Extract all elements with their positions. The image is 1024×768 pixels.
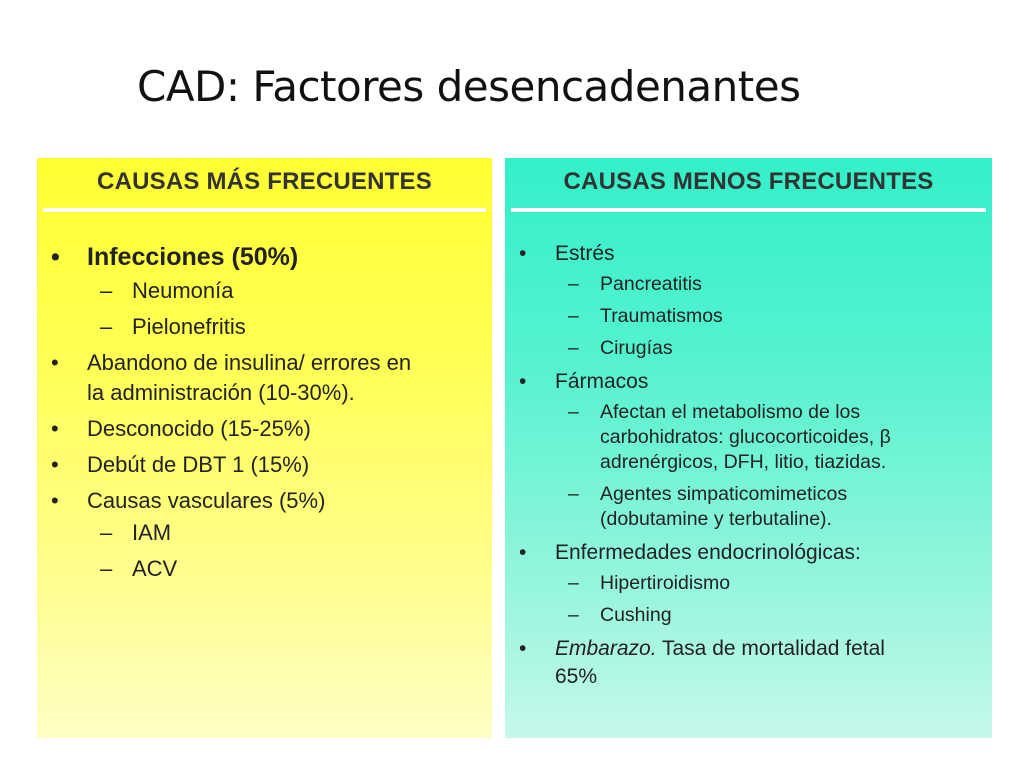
list-item-text-line1: Abandono de insulina/ errores en (87, 350, 412, 375)
list-item-text: Causas vasculares (5%) (87, 488, 326, 513)
sub-item-traumatismos (555, 304, 982, 329)
list-item-text: Debút de DBT 1 (15%) (87, 452, 310, 477)
list-item-estres (515, 240, 982, 361)
sub-item-agentes-simpaticomimeticos (555, 482, 982, 532)
sub-item-iam (87, 518, 482, 548)
list-item-infecciones (47, 240, 482, 342)
list-item-text-line2: 65% (555, 665, 598, 688)
bullet-icon: • (51, 416, 59, 441)
dash-icon: – (568, 337, 579, 359)
dash-icon: – (100, 314, 113, 339)
sub-item-pancreatitis (555, 272, 982, 297)
sub-item-text: Pancreatitis (600, 273, 702, 295)
list-item-debut-dbt1 (47, 450, 482, 480)
sub-item-pielonefritis (87, 312, 482, 342)
list-item-text: Enfermedades endocrinológicas: (555, 541, 861, 564)
bullet-icon: • (519, 541, 527, 564)
less-frequent-causes-header: CAUSAS MENOS FRECUENTES (563, 168, 934, 195)
sub-item-cirugias (555, 336, 982, 361)
list-item-text: Infecciones (50%) (87, 243, 299, 271)
frequent-causes-header: CAUSAS MÁS FRECUENTES (97, 168, 432, 195)
list-item-text-line2: la administración (10-30%). (87, 380, 355, 405)
list-item-causas-vasculares (47, 486, 482, 584)
header-divider (511, 208, 986, 212)
less-frequent-causes-panel (505, 158, 992, 738)
less-frequent-causes-list (515, 240, 982, 697)
sub-item-cushing (555, 603, 982, 628)
sub-item-text: Hipertiroidismo (600, 572, 731, 594)
sub-item-text: ACV (132, 556, 178, 581)
header-divider (43, 208, 486, 212)
list-item-text: Fármacos (555, 370, 649, 393)
sub-item-text: Cirugías (600, 337, 673, 359)
frequent-causes-list (47, 240, 482, 590)
list-item-embarazo (515, 635, 982, 691)
list-item-desconocido (47, 414, 482, 444)
list-item-italic-text: Embarazo. (555, 637, 657, 660)
dash-icon: – (568, 401, 579, 423)
sub-item-text-line1: Agentes simpaticomimeticos (600, 483, 848, 505)
frequent-causes-panel (37, 158, 492, 738)
dash-icon: – (568, 305, 579, 327)
dash-icon: – (568, 604, 579, 626)
list-item-enfermedades-endocrinologicas (515, 539, 982, 628)
bullet-icon: • (519, 370, 527, 393)
dash-icon: – (100, 556, 113, 581)
sub-item-acv (87, 554, 482, 584)
list-item-abandono-insulina (47, 348, 482, 408)
sub-item-text: Cushing (600, 604, 672, 626)
list-item-text: Estrés (555, 242, 615, 265)
dash-icon: – (568, 273, 579, 295)
list-item-text: Desconocido (15-25%) (87, 416, 311, 441)
sub-item-text-line2: (dobutamine y terbutaline). (600, 508, 832, 530)
slide-title: CAD: Factores desencadenantes (137, 62, 801, 111)
bullet-icon: • (519, 637, 527, 660)
dash-icon: – (568, 572, 579, 594)
bullet-icon: • (51, 350, 59, 375)
bullet-icon: • (519, 242, 527, 265)
bullet-icon: • (51, 488, 59, 513)
sub-item-text-line3: adrenérgicos, DFH, litio, tiazidas. (600, 451, 887, 473)
dash-icon: – (100, 520, 113, 545)
list-item-farmacos (515, 368, 982, 532)
sub-item-neumonia (87, 276, 482, 306)
dash-icon: – (100, 278, 113, 303)
sub-item-text-line2: carbohidratos: glucocorticoides, β (600, 426, 891, 448)
sub-item-text: Traumatismos (600, 305, 723, 327)
list-item-text: Tasa de mortalidad fetal (656, 637, 885, 660)
sub-item-text: Pielonefritis (132, 314, 246, 339)
sub-item-text: IAM (132, 520, 172, 545)
sub-item-text-line1: Afectan el metabolismo de los (600, 401, 861, 423)
bullet-icon: • (51, 452, 59, 477)
bullet-icon: • (51, 243, 60, 271)
dash-icon: – (568, 483, 579, 505)
sub-item-hipertiroidismo (555, 571, 982, 596)
sub-item-metabolismo-carbohidratos (555, 400, 982, 475)
sub-item-text: Neumonía (132, 278, 234, 303)
